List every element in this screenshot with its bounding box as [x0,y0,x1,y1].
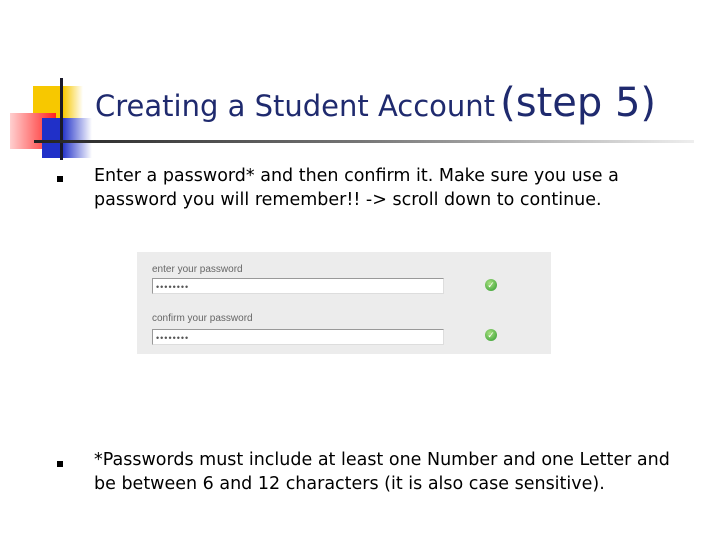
bullet-text-1: Enter a password* and then confirm it. Make sure you use a password you will remember!! -> scroll down to continue. [94,166,619,210]
title-step: (step 5) [500,80,657,126]
password-form-screenshot [137,252,551,354]
bullet-marker [57,461,63,467]
check-circle-icon: ✓ [485,279,497,291]
title-underline [34,140,694,143]
confirm-password-input[interactable]: •••••••• [152,329,444,345]
title-decoration-line [60,78,63,160]
slide-title [95,80,656,126]
check-circle-icon: ✓ [485,329,497,341]
confirm-password-label: confirm your password [152,313,253,324]
bullet-marker [57,176,63,182]
password-input[interactable]: •••••••• [152,278,444,294]
title-main: Creating a Student Account [95,89,496,123]
bullet-text-2: *Passwords must include at least one Number and one Letter and be between 6 and 12 characters (it is also case sensitive). [94,450,670,494]
title-decoration-blue [42,118,92,158]
password-label: enter your password [152,264,243,275]
